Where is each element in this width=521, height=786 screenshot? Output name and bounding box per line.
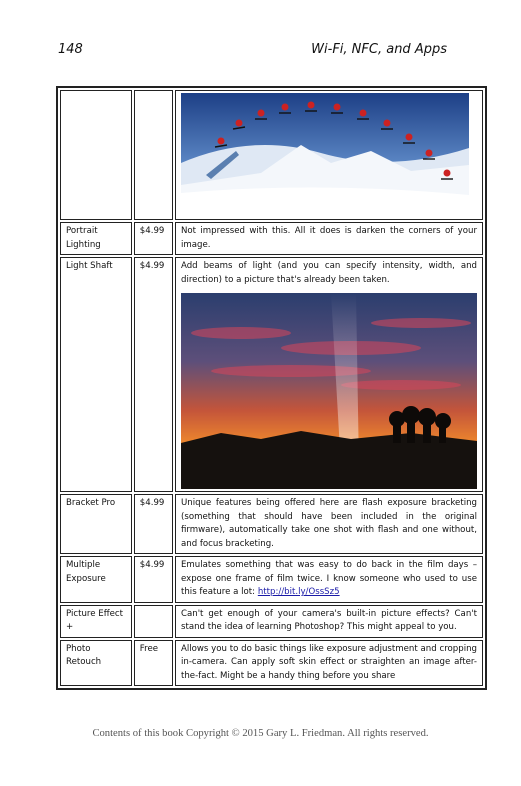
bitly-link[interactable]: http://bit.ly/OssSz5 bbox=[257, 587, 340, 597]
app-description: Add beams of light (and you can specify intensity, width, and direction) to a picture that's already been taken. bbox=[180, 261, 477, 285]
app-description: Emulates something that was easy to do back in the film days – expose one frame of film twice. I know someone who used to use this feature a lot: bbox=[180, 560, 477, 597]
table-row bbox=[60, 494, 483, 554]
app-name: Light Shaft bbox=[60, 257, 132, 492]
apps-table bbox=[56, 86, 487, 690]
sunset-light-shaft-photo bbox=[181, 293, 477, 489]
app-price: $4.99 bbox=[134, 222, 173, 255]
copyright-footer: Contents of this book Copyright © 2015 Gary L. Friedman. All rights reserved. bbox=[92, 728, 429, 739]
app-name: Picture Effect + bbox=[60, 605, 132, 638]
app-description: Can't get enough of your camera's built-in picture effects? Can't stand the idea of learning Photoshop? This might appeal to you. bbox=[175, 605, 483, 638]
app-description: Not impressed with this. All it does is darken the corners of your image. bbox=[175, 222, 483, 255]
app-name: Multiple Exposure bbox=[60, 556, 132, 603]
page-number: 148 bbox=[58, 42, 83, 57]
app-description: Unique features being offered here are flash exposure bracketing (something that should have been included in the original firmware), automatically take one shot with flash and one without, and focus bracketing. bbox=[175, 494, 483, 554]
app-price: $4.99 bbox=[134, 556, 173, 603]
skier-sequence-photo bbox=[181, 93, 469, 211]
table-row bbox=[60, 257, 483, 492]
app-price: $4.99 bbox=[134, 257, 173, 492]
table-row bbox=[60, 90, 483, 220]
running-title: Wi-Fi, NFC, and Apps bbox=[311, 42, 447, 57]
app-name: Photo Retouch bbox=[60, 640, 132, 687]
table-row bbox=[60, 640, 483, 687]
table-row bbox=[60, 605, 483, 638]
app-description: Allows you to do basic things like exposure adjustment and cropping in-camera. Can apply soft skin effect or straighten an image after-the-fact. Might be a handy thing before you share bbox=[175, 640, 483, 687]
table-row bbox=[60, 222, 483, 255]
table-row bbox=[60, 556, 483, 603]
app-price: $4.99 bbox=[134, 494, 173, 554]
app-name: Bracket Pro bbox=[60, 494, 132, 554]
app-price bbox=[134, 605, 173, 638]
app-price: Free bbox=[134, 640, 173, 687]
app-name: Portrait Lighting bbox=[60, 222, 132, 255]
